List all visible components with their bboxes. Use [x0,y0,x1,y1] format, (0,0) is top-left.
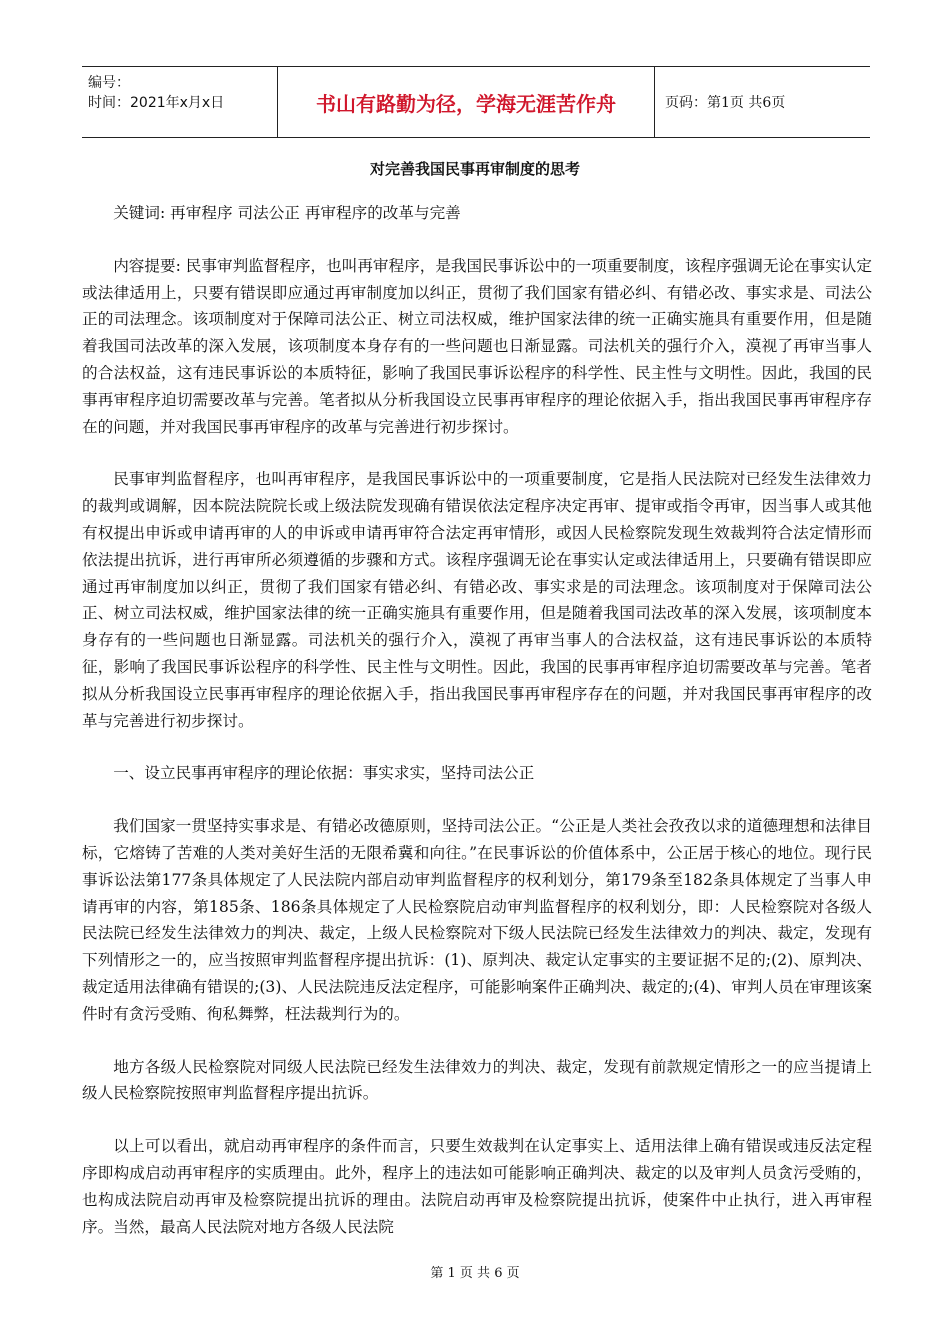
body-paragraph: 地方各级人民检察院对同级人民法院已经发生法律效力的判决、裁定，发现有前款规定情形之一的应当提请上级人民检察院按照审判监督程序提出抗诉。 [82,1057,872,1103]
page-footer: 第 1 页 共 6 页 [430,1266,520,1281]
header-motto: 书山有路勤为径，学海无涯苦作舟 [278,67,655,137]
keywords-paragraph: 关键词: 再审程序 司法公正 再审程序的改革与完善 [113,204,461,222]
page-header [82,66,870,138]
abstract-paragraph: 内容提要: 民事审判监督程序，也叫再审程序，是我国民事诉讼中的一项重要制度，该程序强调无论在事实认定或法律适用上，只要有错误即应通过再审制度加以纠正，贯彻了我们国家有错必纠、有错必改、事实求是、司法公正的司法理念。该项制度对于保障司法公正、树立司法权威，维护国家法律的统一正确实施具有重要作用，但是随着我国司法改革的深入发展，该项制度本身存有的一些问题也日渐显露。司法机关的强行介入，漠视了再审当事人的合法权益，这有违民事诉讼的本质特征，影响了我国民事诉讼程序的科学性、民主性与文明性。因此，我国的民事再审程序迫切需要改革与完善。笔者拟从分析我国设立民事再审程序的理论依据入手，指出我国民事再审程序存在的问题，并对我国民事再审程序的改革与完善进行初步探讨。 [82,256,872,436]
body-paragraph: 以上可以看出，就启动再审程序的条件而言，只要生效裁判在认定事实上、适用法律上确有错误或违反法定程序即构成启动再审程序的实质理由。此外，程序上的违法如可能影响正确判决、裁定的以及审判人员贪污受贿的，也构成法院启动再审及检察院提出抗诉的理由。法院启动再审及检察院提出抗诉，使案件中止执行，进入再审程序。当然，最高人民法院对地方各级人民法院 [82,1137,872,1236]
document-time: 时间：2021年x月x日 [88,95,225,111]
header-meta [82,67,278,137]
section-heading: 一、设立民事再审程序的理论依据：事实求实，坚持司法公正 [113,764,535,783]
document-body [82,200,872,1266]
body-paragraph: 我们国家一贯坚持实事求是、有错必改德原则，坚持司法公正。“公正是人类社会孜孜以求的道德理想和法律目标，它熔铸了苦难的人类对美好生活的无限希冀和向往。”在民事诉讼的价值体系中，公正居于核心的地位。现行民事诉讼法第177条具体规定了人民法院内部启动审判监督程序的权利划分，第179条至182条具体规定了当事人申请再审的内容，第185条、186条具体规定了人民检察院启动审判监督程序的权利划分，即：人民检察院对各级人民法院已经发生法律效力的判决、裁定，上级人民检察院对下级人民法院已经发生法律效力的判决、裁定，发现有下列情形之一的，应当按照审判监督程序提出抗诉：(1)、原判决、裁定认定事实的主要证据不足的;(2)、原判决、裁定适用法律确有错误的;(3)、人民法院违反法定程序，可能影响案件正确判决、裁定的;(4)、审判人员在审理该案件时有贪污受贿、徇私舞弊，枉法裁判行为的。 [82,817,872,1023]
body-paragraph: 民事审判监督程序，也叫再审程序，是我国民事诉讼中的一项重要制度，它是指人民法院对已经发生法律效力的裁判或调解，因本院法院院长或上级法院发现确有错误依法定程序决定再审、提审或指令再审，因当事人或其他有权提出申诉或申请再审的人的申诉或申请再审符合法定再审情形，或因人民检察院发现生效裁判符合法定情形而依法提出抗诉，进行再审所必须遵循的步骤和方式。该程序强调无论在事实认定或法律适用上，只要确有错误即应通过再审制度加以纠正，贯彻了我们国家有错必纠、有错必改、事实求是的司法理念。该项制度对于保障司法公正、树立司法权威，维护国家法律的统一正确实施具有重要作用，但是随着我国司法改革的深入发展，该项制度本身存有的一些问题也日渐显露。司法机关的强行介入，漠视了再审当事人的合法权益，这有违民事诉讼的本质特征，影响了我国民事诉讼程序的科学性、民主性与文明性。因此，我国的民事再审程序迫切需要改革与完善。笔者拟从分析我国设立民事再审程序的理论依据入手，指出我国民事再审程序存在的问题，并对我国民事再审程序的改革与完善进行初步探讨。 [82,470,872,730]
document-title: 对完善我国民事再审制度的思考 [369,160,580,178]
header-page-info: 页码：第1页 共6页 [665,95,786,111]
document-number: 编号： [88,75,130,91]
